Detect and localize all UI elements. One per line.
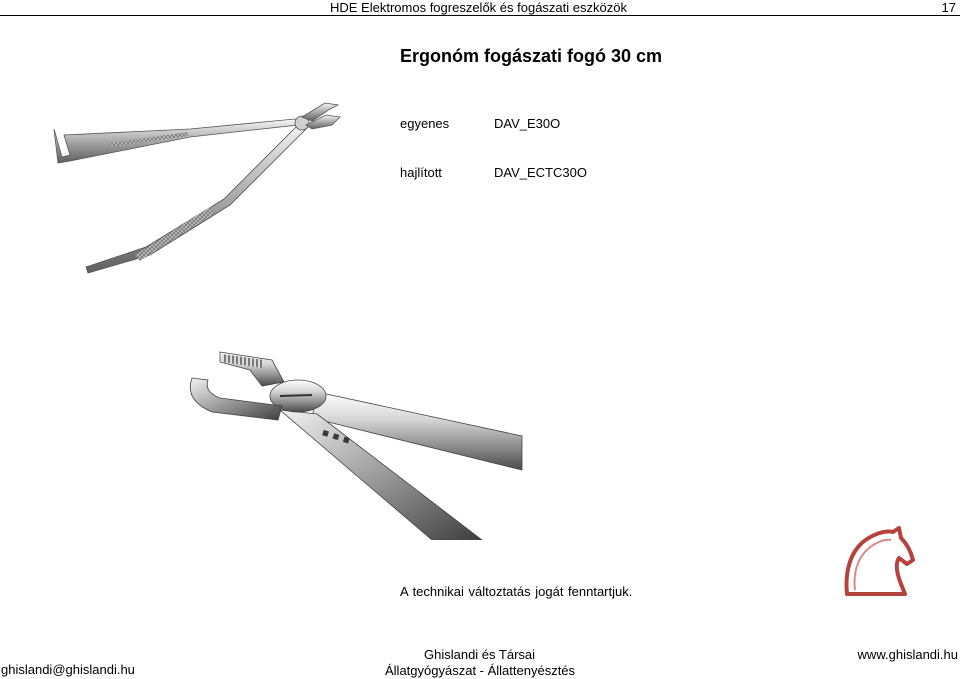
footer-company: Ghislandi és Társai [424, 647, 536, 662]
header-divider [0, 15, 960, 16]
variant-code-curved: DAV_ECTC30O [494, 165, 587, 180]
variant-label-curved: hajlított [400, 165, 442, 180]
footer-website: www.ghislandi.hu [857, 647, 958, 662]
svg-text:▪ ▪ ▪: ▪ ▪ ▪ [320, 425, 353, 447]
horse-head-logo [841, 524, 916, 600]
footer-tagline: Állatgyógyászat - Állattenyésztés [385, 663, 576, 678]
forceps-closeup-photo [112, 340, 524, 540]
forceps-full-photo [40, 95, 350, 285]
variant-code-straight: DAV_E30O [494, 116, 561, 131]
header-title: HDE Elektromos fogreszelők és fogászati eszközök [330, 0, 627, 15]
page-number: 17 [941, 0, 956, 15]
disclaimer-text: A technikai változtatás jogát fenntartjuk. [400, 584, 633, 599]
variant-label-straight: egyenes [400, 116, 450, 131]
product-title: Ergonóm fogászati fogó 30 cm [400, 46, 663, 66]
footer-email: ghislandi@ghislandi.hu [1, 662, 135, 677]
